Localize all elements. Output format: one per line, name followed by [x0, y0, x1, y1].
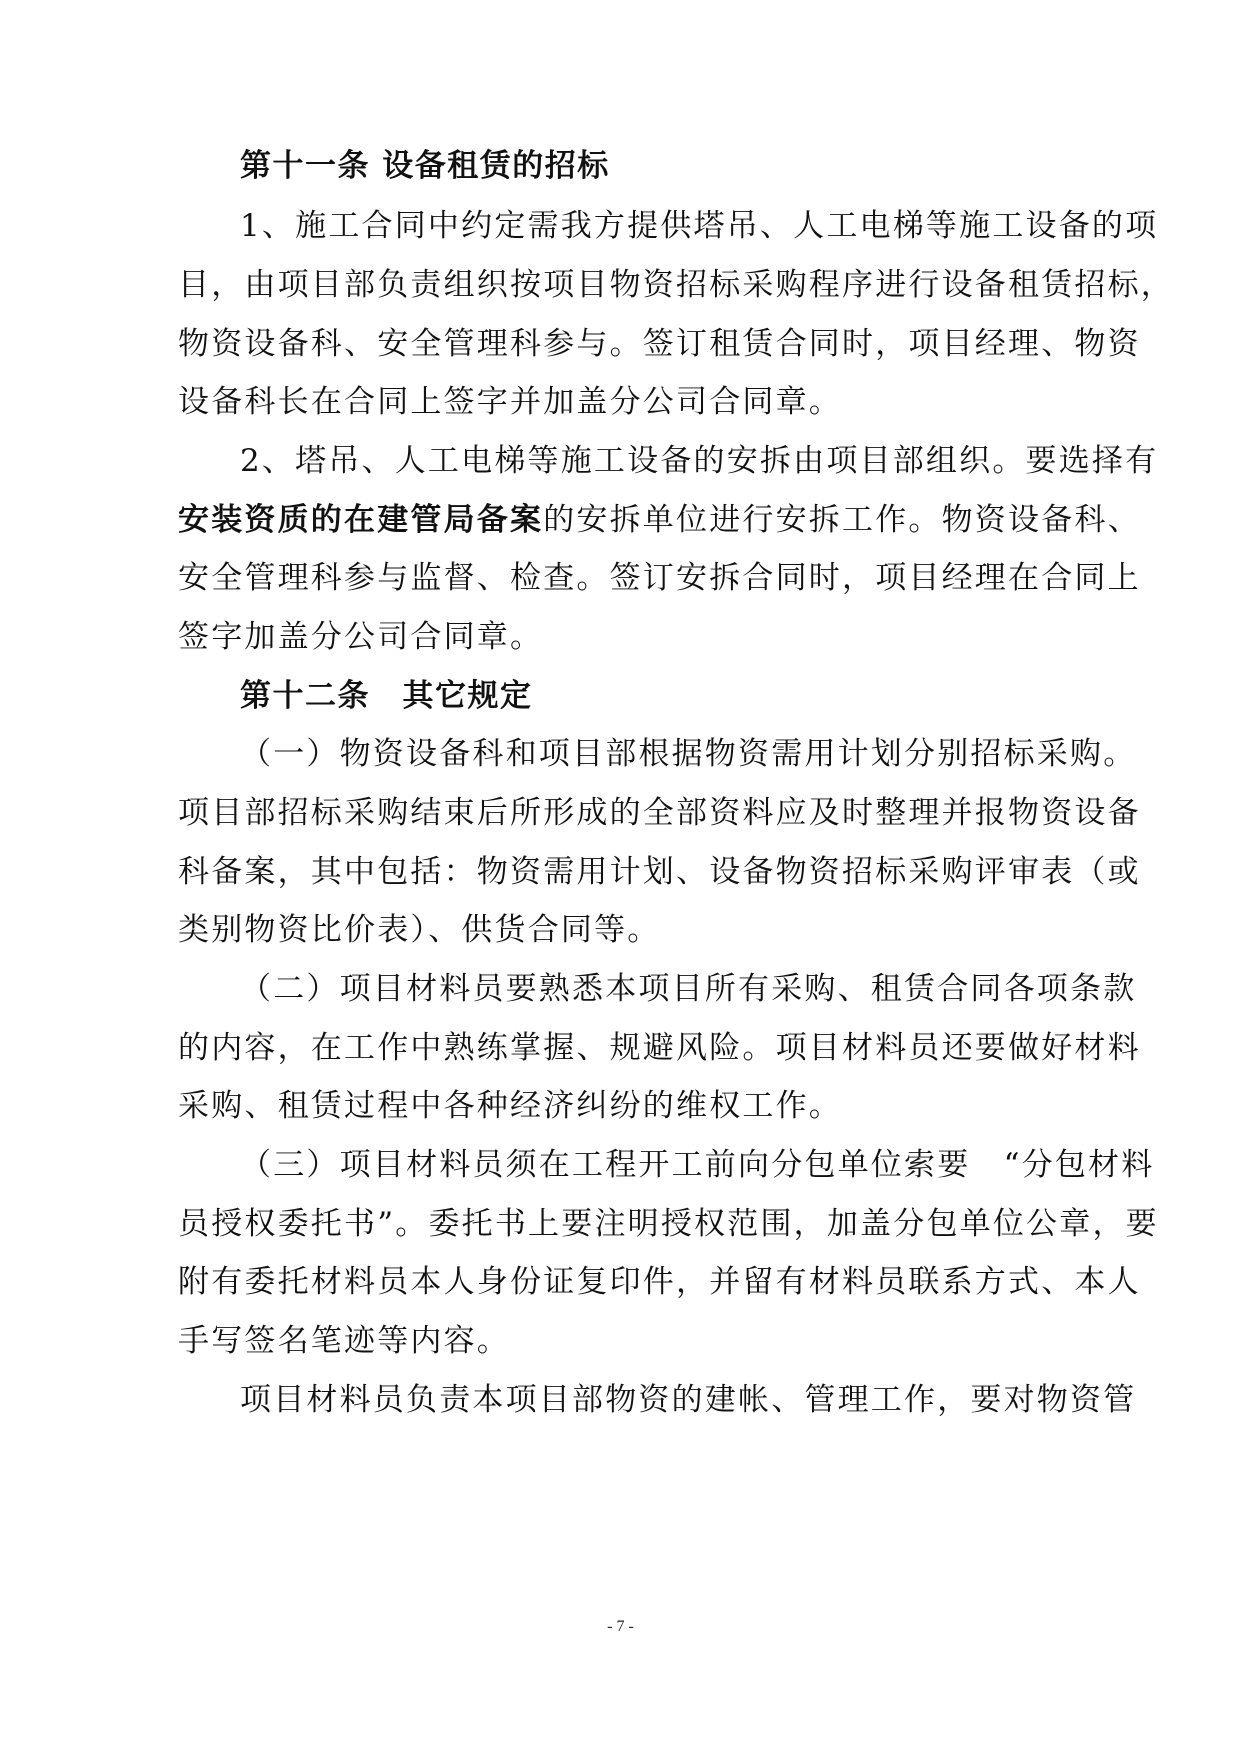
paragraph-line: 1、施工合同中约定需我方提供塔吊、人工电梯等施工设备的项 [240, 208, 1159, 244]
paragraph-line: 员授权委托书”。委托书上要注明授权范围，加盖分包单位公章，要 [178, 1206, 1159, 1242]
article-12-heading: 第十二条 其它规定 [240, 678, 533, 714]
paragraph-line-mixed [178, 500, 1141, 540]
paragraph-line: （二）项目材料员要熟悉本项目所有采购、租赁合同各项条款 [240, 971, 1137, 1007]
paragraph-line: 设备科长在合同上签字并加盖分公司合同章。 [178, 384, 842, 420]
paragraph-line: 签字加盖分公司合同章。 [178, 619, 544, 655]
paragraph-line: （三）项目材料员须在工程开工前向分包单位索要 “分包材料 [240, 1147, 1155, 1183]
paragraph-line: 安全管理科参与监督、检查。签订安拆合同时，项目经理在合同上 [178, 560, 1141, 596]
paragraph-line: （一）物资设备科和项目部根据物资需用计划分别招标采购。 [240, 736, 1137, 772]
paragraph-line: 物资设备科、安全管理科参与。签订租赁合同时，项目经理、物资 [178, 326, 1141, 362]
paragraph-line: 科备案，其中包括：物资需用计划、设备物资招标采购评审表（或 [178, 854, 1141, 890]
paragraph-line: 2、塔吊、人工电梯等施工设备的安拆由项目部组织。要选择有 [240, 443, 1159, 479]
paragraph-line: 手写签名笔迹等内容。 [178, 1323, 510, 1359]
bold-emphasis: 安装资质的在建管局备案 [178, 502, 544, 538]
paragraph-line: 类别物资比价表）、供货合同等。 [178, 912, 661, 948]
paragraph-line: 采购、租赁过程中各种经济纠纷的维权工作。 [178, 1088, 842, 1124]
paragraph-line: 附有委托材料员本人身份证复印件，并留有材料员联系方式、本人 [178, 1264, 1141, 1300]
page-number: - 7 - [607, 1618, 634, 1635]
paragraph-line: 项目部招标采购结束后所形成的全部资料应及时整理并报物资设备 [178, 795, 1141, 831]
paragraph-line: 目，由项目部负责组织按项目物资招标采购程序进行设备租赁招标， [178, 267, 1174, 303]
paragraph-text: 的安拆单位进行安拆工作。物资设备科、 [543, 502, 1141, 538]
paragraph-line: 项目材料员负责本项目部物资的建帐、管理工作，要对物资管 [240, 1382, 1137, 1418]
article-11-heading: 第十一条 设备租赁的招标 [240, 148, 610, 184]
paragraph-line: 的内容，在工作中熟练掌握、规避风险。项目材料员还要做好材料 [178, 1030, 1141, 1066]
